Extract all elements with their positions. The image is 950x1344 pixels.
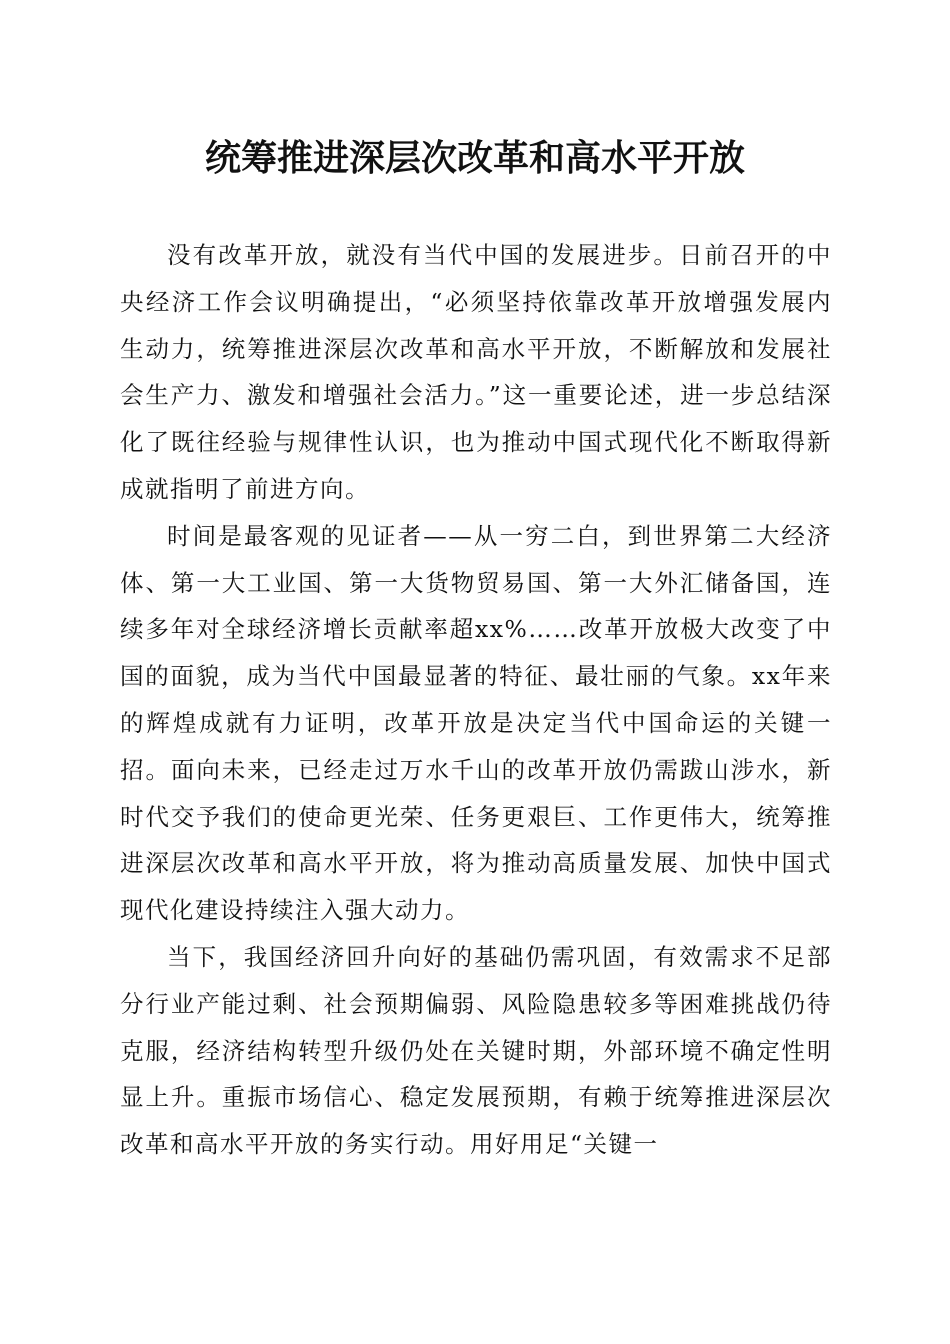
paragraph: 没有改革开放，就没有当代中国的发展进步。日前召开的中央经济工作会议明确提出，“必须坚持依靠改革开放增强发展内生动力，统筹推进深层次改革和高水平开放，不断解放和发展社会生产力、激发和增强社会活力。”这一重要论述，进一步总结深化了既往经验与规律性认识，也为推动中国式现代化不断取得新成就指明了前进方向。 bbox=[120, 241, 832, 503]
document-title: 统筹推进深层次改革和高水平开放 bbox=[204, 137, 745, 179]
document-body bbox=[120, 232, 832, 1168]
paragraph: 当下，我国经济回升向好的基础仍需巩固，有效需求不足部分行业产能过剩、社会预期偏弱、风险隐患较多等困难挑战仍待克服，经济结构转型升级仍处在关键时期，外部环境不确定性明显上升。重振市场信心、稳定发展预期，有赖于统筹推进深层次改革和高水平开放的务实行动。用好用足“关键一 bbox=[120, 942, 832, 1159]
paragraph: 时间是最客观的见证者——从一穷二白，到世界第二大经济体、第一大工业国、第一大货物贸易国、第一大外汇储备国，连续多年对全球经济增长贡献率超xx%……改革开放极大改变了中国的面貌，成为当代中国最显著的特征、最壮丽的气象。xx年来的辉煌成就有力证明，改革开放是决定当代中国命运的关键一招。面向未来，已经走过万水千山的改革开放仍需跋山涉水，新时代交予我们的使命更光荣、任务更艰巨、工作更伟大，统筹推进深层次改革和高水平开放，将为推动高质量发展、加快中国式现代化建设持续注入强大动力。 bbox=[120, 521, 832, 925]
